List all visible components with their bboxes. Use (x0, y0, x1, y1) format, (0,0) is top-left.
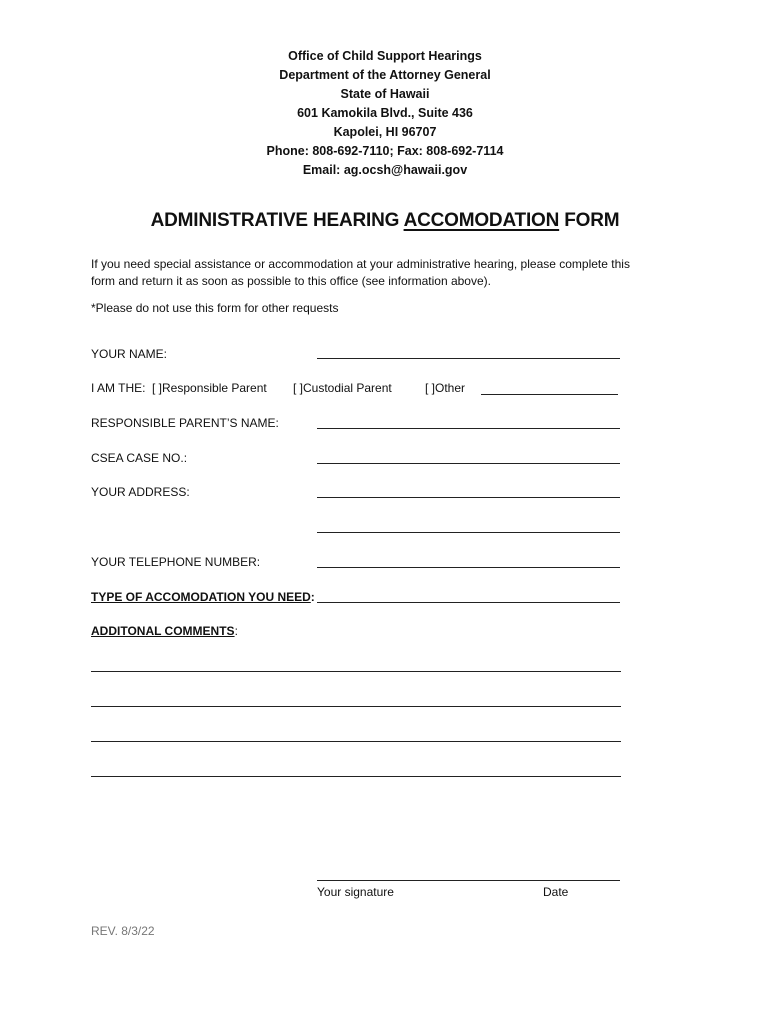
option-custodial-parent[interactable]: [ ]Custodial Parent (293, 381, 392, 395)
header-email: Email: ag.ocsh@hawaii.gov (302, 163, 468, 177)
address-field-line2[interactable] (317, 532, 620, 533)
additional-comments-colon: : (234, 624, 238, 638)
your-name-label: YOUR NAME: (91, 347, 168, 361)
accommodation-type-text: TYPE OF ACCOMODATION YOU NEED (91, 590, 311, 604)
date-label: Date (543, 885, 569, 899)
intro-line2: form and return it as soon as possible to this office (see information above). (91, 274, 491, 288)
header-state: State of Hawaii (340, 87, 430, 101)
title-part3: FORM (559, 210, 620, 231)
signature-line[interactable] (317, 880, 620, 881)
responsible-parent-name-label: RESPONSIBLE PARENT’S NAME: (91, 416, 279, 430)
option-other[interactable]: [ ]Other (425, 381, 466, 395)
your-address-label: YOUR ADDRESS: (91, 485, 190, 499)
accommodation-type-colon: : (310, 590, 315, 604)
header-department: Department of the Attorney General (279, 68, 491, 82)
additional-comments-text: ADDITONAL COMMENTS (91, 624, 235, 638)
option-responsible-parent[interactable]: [ ]Responsible Parent (152, 381, 267, 395)
your-name-field[interactable] (317, 358, 620, 359)
i-am-the-label: I AM THE: (91, 381, 146, 395)
responsible-parent-name-field[interactable] (317, 428, 620, 429)
other-field[interactable] (481, 394, 618, 395)
address-field-line1[interactable] (317, 497, 620, 498)
accommodation-type-label (91, 590, 315, 604)
csea-case-field[interactable] (317, 463, 620, 464)
comments-line-3[interactable] (91, 741, 621, 742)
intro-line1: If you need special assistance or accommodation at your administrative hearing, please complete this (91, 257, 630, 271)
telephone-field[interactable] (317, 567, 620, 568)
form-title (0, 210, 770, 232)
csea-case-label: CSEA CASE NO.: (91, 451, 188, 465)
accommodation-type-field[interactable] (317, 602, 620, 603)
comments-line-2[interactable] (91, 706, 621, 707)
signature-label: Your signature (317, 885, 394, 899)
revision-date: REV. 8/3/22 (91, 924, 155, 938)
comments-line-4[interactable] (91, 776, 621, 777)
comments-line-1[interactable] (91, 671, 621, 672)
header-office: Office of Child Support Hearings (288, 49, 482, 63)
intro-note: *Please do not use this form for other requests (91, 301, 339, 315)
title-part2: ACCOMODATION (403, 210, 560, 231)
header-address-line1: 601 Kamokila Blvd., Suite 436 (297, 106, 473, 120)
header-address-line2: Kapolei, HI 96707 (333, 125, 437, 139)
telephone-label: YOUR TELEPHONE NUMBER: (91, 555, 261, 569)
header-phone-fax: Phone: 808-692-7110; Fax: 808-692-7114 (266, 144, 504, 158)
title-part1: ADMINISTRATIVE HEARING (150, 210, 404, 231)
additional-comments-label (91, 624, 238, 638)
